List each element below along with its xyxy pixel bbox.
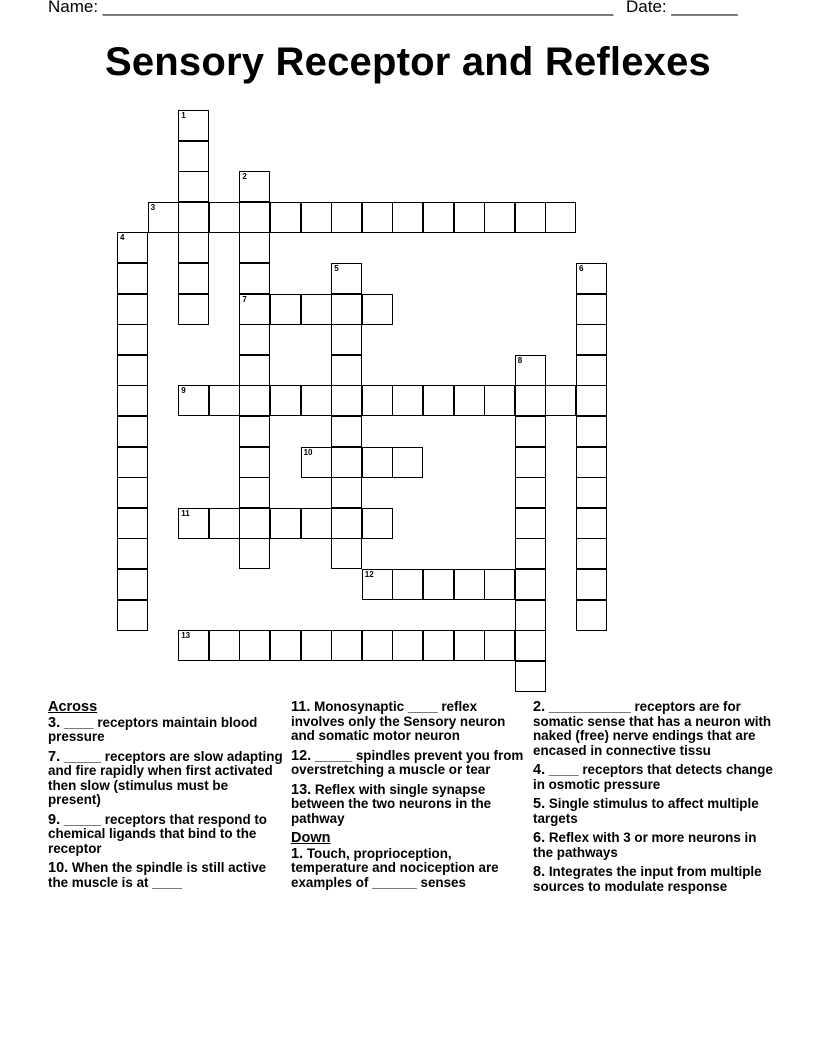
grid-cell[interactable]: [117, 294, 148, 325]
across-clue-12: [291, 749, 526, 778]
grid-cell[interactable]: [301, 294, 332, 325]
grid-cell[interactable]: [515, 447, 546, 478]
grid-cell[interactable]: [576, 538, 607, 569]
grid-cell[interactable]: [301, 202, 332, 233]
grid-cell[interactable]: [117, 569, 148, 600]
clue-text: Reflex with 3 or more neurons in the pathways: [533, 830, 757, 860]
grid-cell[interactable]: [239, 263, 270, 294]
clue-number-label: 12: [364, 570, 374, 579]
clue-number: 7.: [48, 748, 61, 765]
grid-cell[interactable]: [484, 630, 515, 661]
grid-cell[interactable]: [576, 355, 607, 386]
grid-cell[interactable]: [239, 355, 270, 386]
clue-text: Touch, proprioception, temperature and nociception are examples of ______ senses: [291, 845, 499, 890]
grid-cell[interactable]: [178, 630, 209, 661]
down-clue-4: [533, 763, 773, 792]
grid-cell[interactable]: [484, 385, 515, 416]
grid-cell[interactable]: [423, 202, 454, 233]
grid-cell[interactable]: [301, 630, 332, 661]
grid-cell[interactable]: [239, 508, 270, 539]
grid-cell[interactable]: [576, 477, 607, 508]
grid-cell[interactable]: [331, 416, 362, 447]
grid-cell[interactable]: [454, 385, 485, 416]
grid-cell[interactable]: [239, 538, 270, 569]
across-clue-9: [48, 813, 283, 857]
across-clue-10: [48, 861, 283, 890]
grid-cell[interactable]: [423, 385, 454, 416]
grid-cell[interactable]: [301, 447, 332, 478]
grid-cell[interactable]: [576, 263, 607, 294]
grid-cell[interactable]: [301, 385, 332, 416]
clue-number: 2.: [533, 699, 546, 715]
grid-cell[interactable]: [331, 294, 362, 325]
grid-cell[interactable]: [454, 630, 485, 661]
grid-cell[interactable]: [178, 110, 209, 141]
clue-text: Single stimulus to affect multiple targets: [533, 796, 759, 826]
clue-number-label: 5: [334, 264, 339, 273]
grid-cell[interactable]: [392, 447, 423, 478]
grid-cell[interactable]: [454, 569, 485, 600]
grid-cell[interactable]: [117, 477, 148, 508]
down-clue-5: [533, 797, 773, 826]
grid-cell[interactable]: [392, 202, 423, 233]
grid-cell[interactable]: [515, 630, 546, 661]
grid-cell[interactable]: [148, 202, 179, 233]
clue-number-label: 7: [242, 294, 247, 304]
clue-text: ___________ receptors are for somatic sense that has a neuron with naked (free) nerve endings that are encased in connective tissu: [533, 699, 772, 758]
grid-cell[interactable]: [515, 355, 546, 386]
clue-number-label: 10: [303, 447, 313, 457]
grid-cell[interactable]: [117, 538, 148, 569]
clue-text: Reflex with single synapse between the two neurons in the pathway: [291, 781, 492, 826]
clue-text: Integrates the input from multiple sources to modulate response: [533, 864, 762, 894]
grid-cell[interactable]: [392, 630, 423, 661]
down-clue-1: [291, 847, 526, 891]
grid-cell[interactable]: [270, 202, 301, 233]
grid-cell[interactable]: [392, 385, 423, 416]
grid-cell[interactable]: [117, 355, 148, 386]
down-heading: Down: [291, 830, 331, 846]
grid-cell[interactable]: [484, 569, 515, 600]
grid-cell[interactable]: [117, 508, 148, 539]
grid-cell[interactable]: [178, 202, 209, 233]
date-field-label: Date: _______: [626, 0, 738, 16]
grid-cell[interactable]: [515, 477, 546, 508]
clue-text: _____ receptors that respond to chemical ligands that bind to the receptor: [48, 811, 267, 856]
grid-cell[interactable]: [270, 508, 301, 539]
grid-cell[interactable]: [178, 294, 209, 325]
grid-cell[interactable]: [331, 324, 362, 355]
grid-cell[interactable]: [576, 294, 607, 325]
clue-number-label: 8: [517, 355, 523, 365]
clue-number-label: 4: [120, 233, 125, 243]
clue-number: 4.: [533, 762, 546, 778]
across-clue-13: [291, 783, 526, 827]
grid-cell[interactable]: [117, 600, 148, 631]
grid-cell[interactable]: [239, 324, 270, 355]
grid-cell[interactable]: [362, 569, 393, 600]
grid-cell[interactable]: [117, 447, 148, 478]
grid-cell[interactable]: [545, 202, 576, 233]
across-clue-3: [48, 716, 283, 745]
grid-cell[interactable]: [576, 508, 607, 539]
puzzle-title: Sensory Receptor and Reflexes: [104, 40, 712, 84]
grid-cell[interactable]: [515, 416, 546, 447]
grid-cell[interactable]: [515, 661, 546, 692]
clue-number: 1.: [291, 845, 304, 862]
clue-number: 5.: [533, 796, 546, 812]
grid-cell[interactable]: [239, 232, 270, 263]
grid-cell[interactable]: [331, 508, 362, 539]
grid-cell[interactable]: [576, 447, 607, 478]
grid-cell[interactable]: [545, 385, 576, 416]
grid-cell[interactable]: [515, 385, 546, 416]
grid-cell[interactable]: [239, 630, 270, 661]
grid-cell[interactable]: [515, 202, 546, 233]
clue-number-label: 11: [181, 508, 190, 518]
grid-cell[interactable]: [331, 202, 362, 233]
clue-text: When the spindle is still active the muscle is at ____: [48, 860, 267, 890]
grid-cell[interactable]: [270, 385, 301, 416]
grid-cell[interactable]: [515, 538, 546, 569]
grid-cell[interactable]: [209, 630, 240, 661]
across-heading: Across: [48, 699, 98, 715]
grid-cell[interactable]: [117, 263, 148, 294]
clue-text: _____ spindles prevent you from overstretching a muscle or tear: [291, 747, 524, 777]
grid-cell[interactable]: [423, 630, 454, 661]
grid-cell[interactable]: [515, 569, 546, 600]
grid-cell[interactable]: [576, 600, 607, 631]
clue-number-label: 6: [579, 264, 584, 273]
grid-cell[interactable]: [576, 416, 607, 447]
grid-cell[interactable]: [239, 202, 270, 233]
clue-number: 10.: [48, 860, 69, 876]
down-clue-6: [533, 831, 773, 860]
grid-cell[interactable]: [239, 477, 270, 508]
clue-number: 13.: [291, 781, 312, 798]
clue-number: 6.: [533, 830, 546, 846]
grid-cell[interactable]: [178, 508, 209, 539]
grid-cell[interactable]: [117, 324, 148, 355]
grid-cell[interactable]: [178, 141, 209, 172]
grid-cell[interactable]: [454, 202, 485, 233]
grid-cell[interactable]: [178, 232, 209, 263]
clue-number: 11.: [291, 699, 311, 715]
grid-cell[interactable]: [239, 447, 270, 478]
clue-number-label: 1: [181, 111, 186, 120]
grid-cell[interactable]: [576, 385, 607, 416]
clue-column-3: [533, 700, 773, 899]
clue-column-1: [48, 700, 283, 895]
grid-cell[interactable]: [515, 600, 546, 631]
clue-number: 9.: [48, 811, 61, 828]
down-clue-8: [533, 865, 773, 894]
grid-cell[interactable]: [362, 508, 393, 539]
clue-number-label: 9: [181, 386, 186, 396]
grid-cell[interactable]: [362, 202, 393, 233]
clue-number: 12.: [291, 747, 312, 764]
grid-cell[interactable]: [576, 324, 607, 355]
grid-cell[interactable]: [362, 385, 393, 416]
grid-cell[interactable]: [270, 630, 301, 661]
grid-cell[interactable]: [423, 569, 454, 600]
grid-cell[interactable]: [178, 385, 209, 416]
down-clue-2: [533, 700, 773, 758]
clue-number-label: 3: [150, 202, 156, 212]
grid-cell[interactable]: [117, 232, 148, 263]
grid-cell[interactable]: [117, 385, 148, 416]
grid-cell[interactable]: [331, 447, 362, 478]
across-clue-7: [48, 750, 283, 808]
grid-cell[interactable]: [576, 569, 607, 600]
grid-cell[interactable]: [515, 508, 546, 539]
across-clue-11: [291, 700, 526, 744]
clue-text: ____ receptors maintain blood pressure: [48, 714, 258, 744]
clue-number-label: 2: [242, 172, 247, 182]
grid-cell[interactable]: [362, 630, 393, 661]
grid-cell[interactable]: [178, 171, 209, 202]
grid-cell[interactable]: [362, 447, 393, 478]
grid-cell[interactable]: [331, 630, 362, 661]
grid-cell[interactable]: [239, 171, 270, 202]
grid-cell[interactable]: [117, 416, 148, 447]
grid-cell[interactable]: [209, 202, 240, 233]
clue-number: 3.: [48, 714, 61, 731]
grid-cell[interactable]: [178, 263, 209, 294]
grid-cell[interactable]: [331, 385, 362, 416]
grid-cell[interactable]: [239, 385, 270, 416]
clue-text: ____ receptors that detects change in osmotic pressure: [533, 762, 773, 792]
grid-cell[interactable]: [209, 385, 240, 416]
grid-cell[interactable]: [484, 202, 515, 233]
grid-cell[interactable]: [331, 538, 362, 569]
clue-number: 8.: [533, 864, 546, 880]
grid-cell[interactable]: [331, 477, 362, 508]
grid-cell[interactable]: [362, 294, 393, 325]
name-field-label: Name: ______________________________________________________: [48, 0, 614, 16]
grid-cell[interactable]: [301, 508, 332, 539]
grid-cell[interactable]: [392, 569, 423, 600]
grid-cell[interactable]: [331, 263, 362, 294]
clue-number-label: 13: [181, 631, 191, 641]
clue-text: _____ receptors are slow adapting and fire rapidly when first activated then slow (stimulus must be present): [48, 748, 283, 807]
grid-cell[interactable]: [270, 294, 301, 325]
grid-cell[interactable]: [209, 508, 240, 539]
clue-text: Monosynaptic ____ reflex involves only the Sensory neuron and somatic motor neuron: [291, 699, 506, 743]
grid-cell[interactable]: [239, 294, 270, 325]
clue-column-2: [291, 700, 526, 895]
grid-cell[interactable]: [239, 416, 270, 447]
grid-cell[interactable]: [331, 355, 362, 386]
